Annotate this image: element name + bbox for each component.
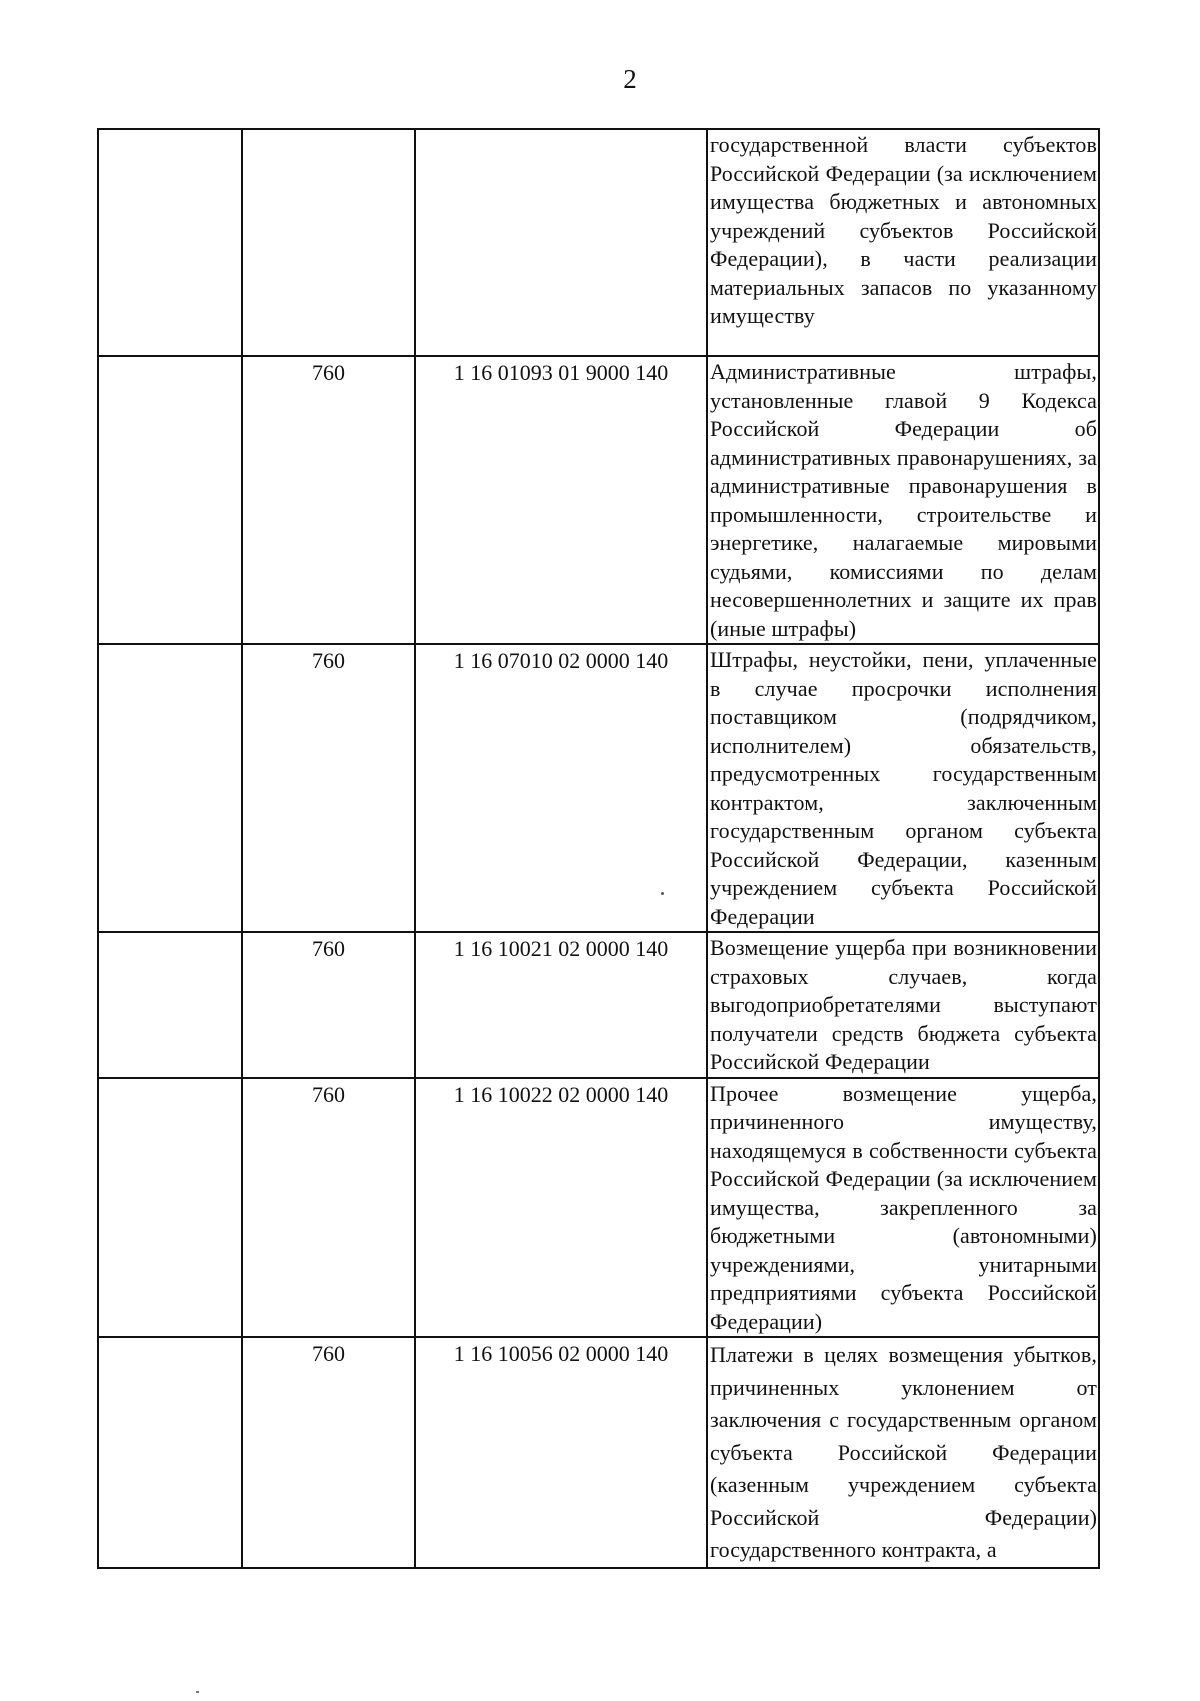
revenue-name-cell: Штрафы, неустойки, пени, уплаченные в случае просрочки исполнения поставщиком (подрядчиком, исполнителем) обязательств, предусмотренных государственным контрактом, заключенным государственным органом субъекта Российской Федерации, казенным учреждением субъекта Российской Федерации [707,644,1099,932]
revenue-name-cell: государственной власти субъектов Российской Федерации (за исключением имущества бюджетных и автономных учреждений субъектов Российской Федерации), в части реализации материальных запасов по указанному имуществу [707,129,1099,356]
kbk-code-cell: 1 16 01093 01 9000 140 [415,356,707,644]
kbk-code-cell: 1 16 10056 02 0000 140 [415,1337,707,1568]
table-cell-blank [98,644,242,932]
table-cell-blank [98,129,242,356]
admin-code-cell [242,129,415,356]
page-number: 2 [623,64,637,94]
scan-speck [196,1691,199,1693]
revenue-name-cell: Возмещение ущерба при возникновении страховых случаев, когда выгодоприобретателями выступают получатели средств бюджета субъекта Российской Федерации [707,932,1099,1078]
table-cell-blank [98,1078,242,1338]
admin-code-cell: 760 [242,356,415,644]
kbk-code-cell [415,129,707,356]
table-row [98,1337,1099,1568]
table-row [98,356,1099,644]
table-row [98,129,1099,356]
table-cell-blank [98,1337,242,1568]
admin-code-cell: 760 [242,1337,415,1568]
kbk-code-cell: 1 16 10021 02 0000 140 [415,932,707,1078]
table-row [98,932,1099,1078]
kbk-code-cell: 1 16 10022 02 0000 140 [415,1078,707,1338]
scan-speck [661,892,664,895]
admin-code-cell: 760 [242,932,415,1078]
table-row [98,1078,1099,1338]
table-row [98,644,1099,932]
table-cell-blank [98,356,242,644]
kbk-code-cell: 1 16 07010 02 0000 140 [415,644,707,932]
admin-code-cell: 760 [242,644,415,932]
revenue-codes-table [97,128,1100,1569]
admin-code-cell: 760 [242,1078,415,1338]
revenue-name-cell: Административные штрафы, установленные главой 9 Кодекса Российской Федерации об административных правонарушениях, за административные правонарушения в промышленности, строительстве и энергетике, налагаемые мировыми судьями, комиссиями по делам несовершеннолетних и защите их прав (иные штрафы) [707,356,1099,644]
table-cell-blank [98,932,242,1078]
revenue-name-cell: Прочее возмещение ущерба, причиненного имуществу, находящемуся в собственности субъекта Российской Федерации (за исключением имущества, закрепленного за бюджетными (автономными) учреждениями, унитарными предприятиями субъекта Российской Федерации) [707,1078,1099,1338]
revenue-name-cell: Платежи в целях возмещения убытков, причиненных уклонением от заключения с государственным органом субъекта Российской Федерации (казенным учреждением субъекта Российской Федерации) государственного контракта, а [707,1337,1099,1568]
